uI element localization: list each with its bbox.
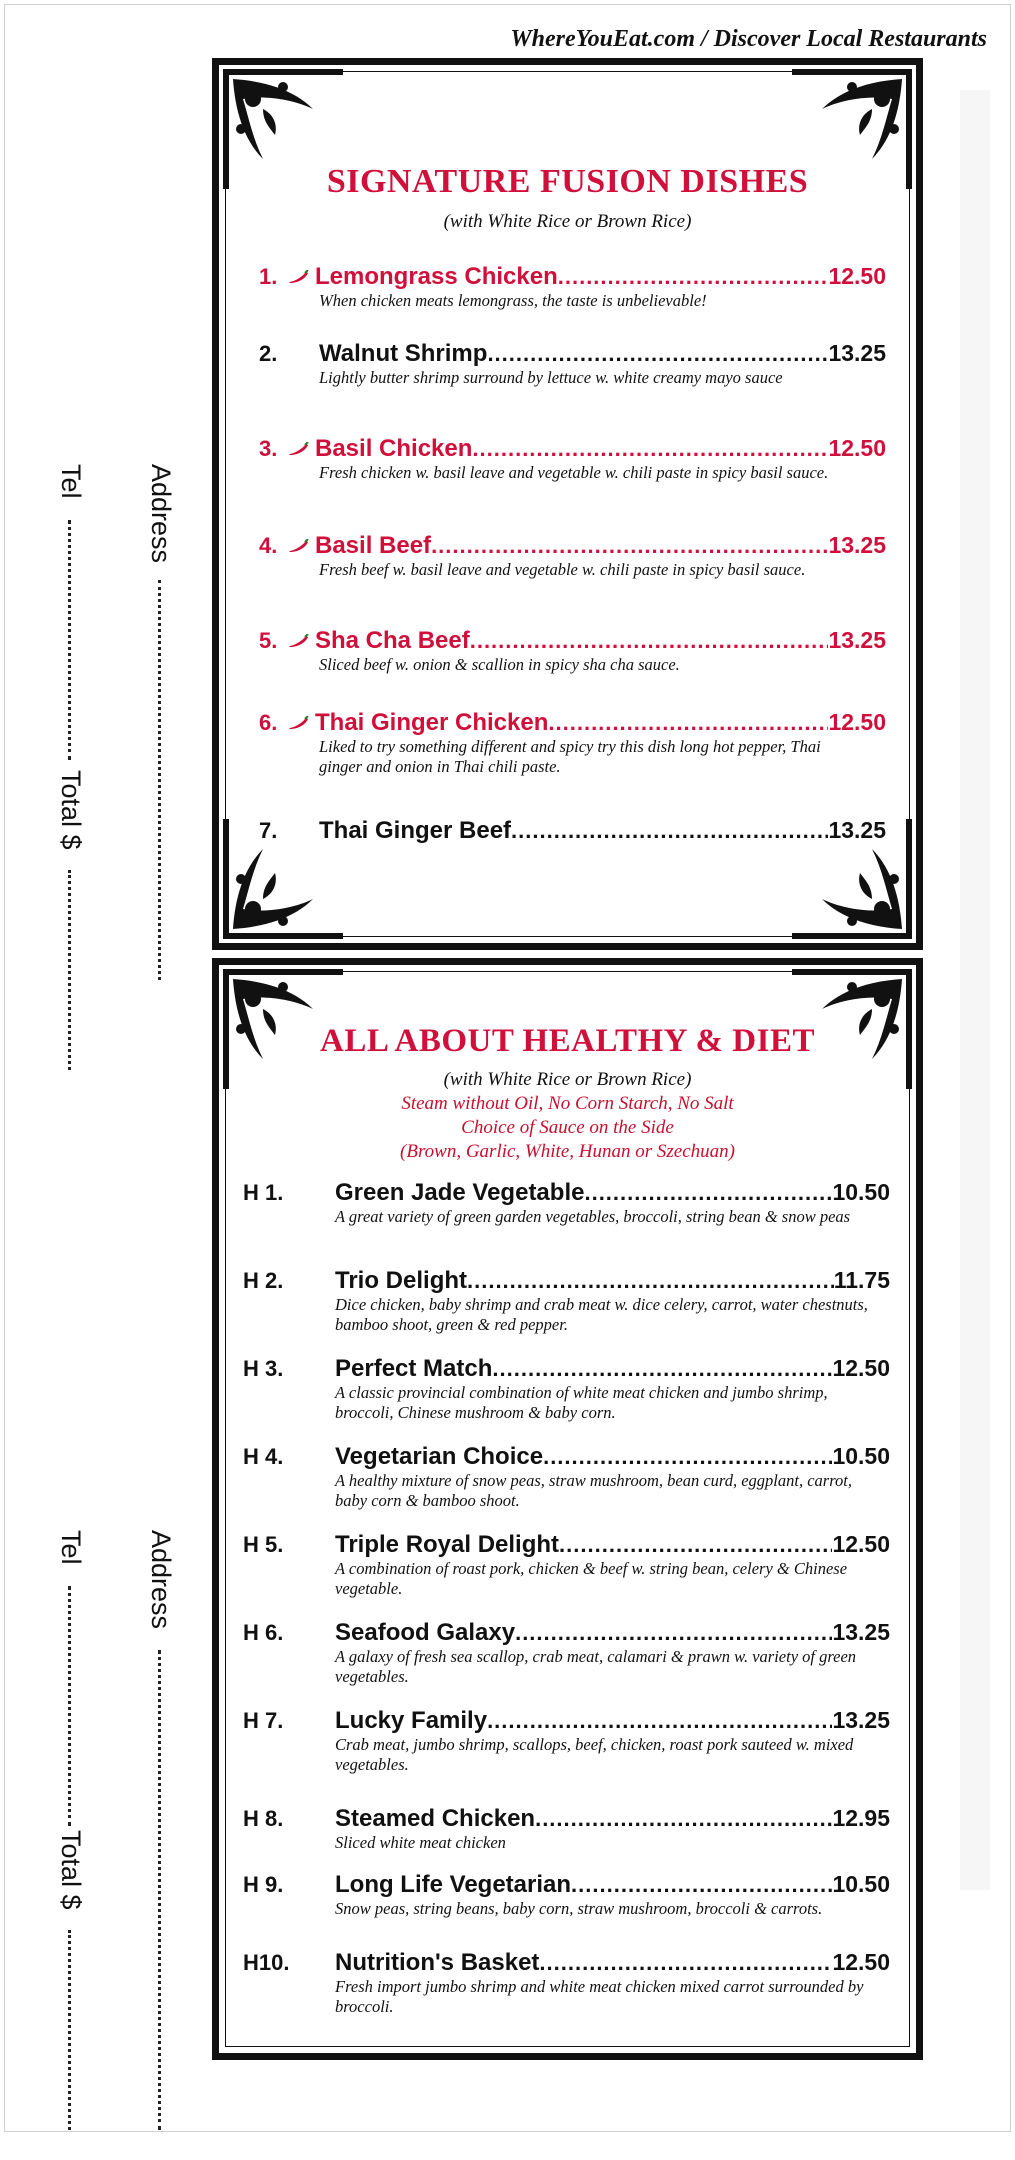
menu-item[interactable] bbox=[243, 1619, 890, 1687]
item-description: Snow peas, string beans, baby corn, straw mushroom, broccoli & carrots. bbox=[335, 1899, 823, 1918]
menu-item[interactable] bbox=[243, 1871, 890, 1919]
menu-item[interactable] bbox=[243, 1179, 890, 1227]
item-number: 6. bbox=[259, 710, 278, 735]
item-number: 4. bbox=[259, 533, 278, 558]
leader-dots bbox=[470, 628, 829, 654]
section-title: SIGNATURE FUSION DISHES bbox=[326, 163, 809, 200]
item-price: 13.25 bbox=[828, 532, 886, 558]
item-name: Green Jade Vegetable bbox=[335, 1179, 585, 1206]
item-price: 13.25 bbox=[828, 340, 886, 366]
leader-dots bbox=[492, 1356, 832, 1382]
chili-pepper-icon bbox=[287, 716, 309, 730]
tel-label: Tel bbox=[56, 1530, 86, 1565]
item-name: Lucky Family bbox=[335, 1707, 488, 1734]
item-description: Crab meat, jumbo shrimp, scallops, beef, chicken, roast pork sauteed w. mixed vegetables. bbox=[335, 1735, 854, 1774]
item-description: A galaxy of fresh sea scallop, crab meat, calamari & prawn w. variety of green vegetables. bbox=[335, 1647, 857, 1686]
address-label: Address bbox=[146, 1530, 176, 1630]
item-price: 10.50 bbox=[832, 1179, 890, 1205]
item-description: A healthy mixture of snow peas, straw mushroom, bean curd, eggplant, carrot, baby corn & bamboo shoot. bbox=[335, 1471, 852, 1510]
item-name: Seafood Galaxy bbox=[335, 1619, 516, 1646]
menu-item[interactable] bbox=[259, 340, 886, 388]
leader-dots bbox=[571, 1872, 832, 1898]
healthy-diet-panel bbox=[212, 958, 923, 2060]
item-number: H10. bbox=[243, 1950, 290, 1975]
item-price: 12.50 bbox=[828, 263, 886, 289]
item-price: 12.95 bbox=[832, 1805, 890, 1831]
item-number: H 5. bbox=[243, 1532, 284, 1557]
tel-line[interactable] bbox=[68, 520, 71, 760]
item-number: H 7. bbox=[243, 1708, 284, 1733]
item-number: 7. bbox=[259, 818, 278, 843]
section-subtitle: (with White Rice or Brown Rice) bbox=[443, 211, 692, 232]
menu-item[interactable] bbox=[259, 627, 886, 675]
menu-item[interactable] bbox=[259, 263, 886, 311]
menu-item[interactable] bbox=[259, 709, 886, 777]
item-name: Trio Delight bbox=[335, 1267, 467, 1294]
menu-item[interactable] bbox=[259, 817, 886, 845]
item-price: 12.50 bbox=[832, 1355, 890, 1381]
chili-pepper-icon bbox=[287, 442, 309, 456]
chili-pepper-icon bbox=[287, 270, 309, 284]
item-name: Long Life Vegetarian bbox=[335, 1871, 572, 1898]
leader-dots bbox=[487, 341, 828, 367]
leader-dots bbox=[472, 436, 828, 462]
order-form-strip-top bbox=[50, 440, 176, 1080]
item-price: 13.25 bbox=[832, 1707, 890, 1733]
address-line[interactable] bbox=[158, 1650, 161, 2130]
tel-label: Tel bbox=[56, 464, 86, 499]
item-number: H 6. bbox=[243, 1620, 284, 1645]
leader-dots bbox=[548, 710, 828, 736]
item-number: H 2. bbox=[243, 1268, 284, 1293]
item-number: 3. bbox=[259, 436, 278, 461]
item-description: A great variety of green garden vegetables, broccoli, string bean & snow peas bbox=[335, 1207, 851, 1226]
item-number: H 9. bbox=[243, 1872, 284, 1897]
leader-dots bbox=[515, 1620, 832, 1646]
total-label: Total $ bbox=[56, 770, 86, 850]
leader-dots bbox=[543, 1444, 832, 1470]
item-number: 1. bbox=[259, 264, 278, 289]
item-price: 12.50 bbox=[832, 1949, 890, 1975]
item-description: Liked to try something different and spicy try this dish long hot pepper, Thai ginger and onion in Thai chili paste. bbox=[319, 737, 821, 776]
item-number: 5. bbox=[259, 628, 278, 653]
leader-dots bbox=[467, 1268, 834, 1294]
item-name: Basil Chicken bbox=[315, 435, 473, 462]
item-number: H 3. bbox=[243, 1356, 284, 1381]
order-form-strip-bottom bbox=[50, 1520, 176, 2160]
menu-item[interactable] bbox=[259, 532, 886, 580]
total-label: Total $ bbox=[56, 1830, 86, 1910]
menu-item[interactable] bbox=[243, 1805, 890, 1853]
item-description: Lightly butter shrimp surround by lettuce w. white creamy mayo sauce bbox=[319, 368, 783, 387]
item-description: Fresh chicken w. basil leave and vegetable w. chili paste in spicy basil sauce. bbox=[319, 463, 829, 482]
signature-fusion-panel bbox=[212, 58, 923, 950]
section-title: ALL ABOUT HEALTHY & DIET bbox=[320, 1023, 815, 1059]
item-description: A combination of roast pork, chicken & beef w. string bean, celery & Chinese vegetable. bbox=[335, 1559, 848, 1598]
item-description: Fresh beef w. basil leave and vegetable w. chili paste in spicy basil sauce. bbox=[319, 560, 806, 579]
item-number: H 1. bbox=[243, 1180, 284, 1205]
item-number: H 4. bbox=[243, 1444, 284, 1469]
item-description: A classic provincial combination of white meat chicken and jumbo shrimp, broccoli, Chinese mushroom & baby corn. bbox=[335, 1383, 828, 1422]
section-subtitle-sauce: Choice of Sauce on the Side bbox=[461, 1117, 674, 1138]
menu-item[interactable] bbox=[243, 1443, 890, 1511]
item-name: Basil Beef bbox=[315, 532, 432, 559]
menu-item[interactable] bbox=[243, 1707, 890, 1775]
item-description: Sliced white meat chicken bbox=[335, 1833, 506, 1852]
menu-item[interactable] bbox=[259, 435, 886, 483]
address-label: Address bbox=[146, 464, 176, 564]
menu-item[interactable] bbox=[243, 1267, 890, 1335]
item-number: 2. bbox=[259, 341, 278, 366]
leader-dots bbox=[487, 1708, 832, 1734]
item-name: Sha Cha Beef bbox=[315, 627, 470, 654]
item-name: Thai Ginger Beef bbox=[319, 817, 512, 844]
item-name: Perfect Match bbox=[335, 1355, 493, 1382]
site-header: WhereYouEat.com / Discover Local Restaurants bbox=[510, 26, 987, 52]
item-name: Nutrition's Basket bbox=[335, 1949, 540, 1976]
item-description: Sliced beef w. onion & scallion in spicy sha cha sauce. bbox=[319, 655, 680, 674]
leader-dots bbox=[558, 264, 829, 290]
leader-dots bbox=[511, 818, 828, 844]
item-price: 13.25 bbox=[832, 1619, 890, 1645]
chili-pepper-icon bbox=[287, 634, 309, 648]
section-subtitle-sauce-options: (Brown, Garlic, White, Hunan or Szechuan) bbox=[400, 1141, 735, 1162]
section-subtitle-rice: (with White Rice or Brown Rice) bbox=[443, 1069, 692, 1090]
menu-item[interactable] bbox=[243, 1531, 890, 1599]
item-price: 13.25 bbox=[828, 627, 886, 653]
item-name: Lemongrass Chicken bbox=[315, 263, 558, 290]
menu-item[interactable] bbox=[243, 1355, 890, 1423]
leader-dots bbox=[539, 1950, 832, 1976]
item-price: 12.50 bbox=[828, 435, 886, 461]
total-line[interactable] bbox=[68, 1930, 71, 2130]
item-number: H 8. bbox=[243, 1806, 284, 1831]
item-name: Vegetarian Choice bbox=[335, 1443, 544, 1470]
menu-item[interactable] bbox=[243, 1949, 890, 2017]
chili-pepper-icon bbox=[287, 539, 309, 553]
item-name: Thai Ginger Chicken bbox=[315, 709, 549, 736]
item-name: Triple Royal Delight bbox=[335, 1531, 560, 1558]
leader-dots bbox=[559, 1532, 832, 1558]
item-price: 12.50 bbox=[828, 709, 886, 735]
item-price: 13.25 bbox=[828, 817, 886, 843]
item-description: When chicken meats lemongrass, the taste is unbelievable! bbox=[319, 291, 707, 310]
item-price: 10.50 bbox=[832, 1443, 890, 1469]
leader-dots bbox=[431, 533, 828, 559]
leader-dots bbox=[535, 1806, 832, 1832]
tel-line[interactable] bbox=[68, 1586, 71, 1826]
item-description: Dice chicken, baby shrimp and crab meat w. dice celery, carrot, water chestnuts, bamboo shoot, green & red pepper. bbox=[335, 1295, 868, 1334]
item-name: Walnut Shrimp bbox=[319, 340, 488, 367]
address-line[interactable] bbox=[158, 580, 161, 980]
item-description: Fresh import jumbo shrimp and white meat chicken mixed carrot surrounded by broccoli. bbox=[335, 1977, 864, 2016]
item-price: 12.50 bbox=[832, 1531, 890, 1557]
section-subtitle-steam: Steam without Oil, No Corn Starch, No Salt bbox=[401, 1093, 734, 1114]
item-name: Steamed Chicken bbox=[335, 1805, 536, 1832]
item-price: 10.50 bbox=[832, 1871, 890, 1897]
item-price: 11.75 bbox=[833, 1267, 890, 1293]
total-line[interactable] bbox=[68, 870, 71, 1070]
leader-dots bbox=[584, 1180, 832, 1206]
